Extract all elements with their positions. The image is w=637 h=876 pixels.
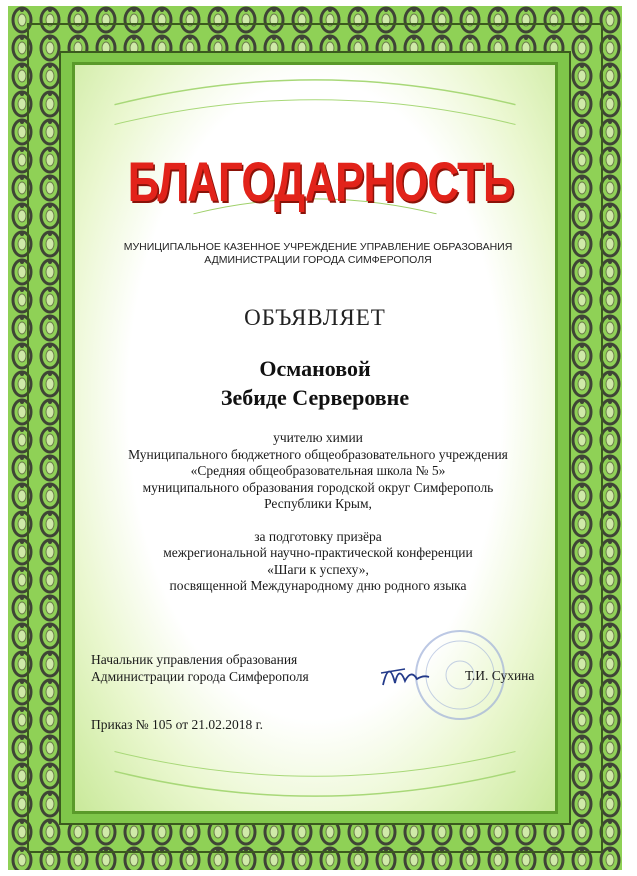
body-line: «Средняя общеобразовательная школа № 5» (190, 463, 446, 478)
body-line: учителю химии (273, 430, 363, 445)
certificate-body (85, 430, 551, 595)
announcement-heading: ОБЪЯВЛЯЕТ (244, 305, 386, 330)
certificate-sheet (8, 6, 622, 870)
body-line: муниципального образования городской округ Симферополь (142, 479, 494, 495)
signatory-position-line: Начальник управления образования (91, 652, 298, 667)
body-line: посвященной Международному дню родного языка (169, 578, 467, 593)
body-line: межрегиональной научно-практической конференции (163, 545, 473, 560)
certificate-title: БЛАГОДАРНОСТЬ (127, 150, 514, 213)
body-line: Республики Крым, (264, 496, 372, 511)
recipient-given-name: Зебиде Серверовне (220, 385, 410, 410)
issuing-organization (115, 241, 521, 267)
organization-line: МУНИЦИПАЛЬНОЕ КАЗЕННОЕ УЧРЕЖДЕНИЕ УПРАВЛЕНИЕ ОБРАЗОВАНИЯ (123, 241, 513, 253)
body-line: Муниципального бюджетного общеобразовательного учреждения (128, 446, 508, 462)
paragraph-gap (85, 513, 551, 529)
body-line: за подготовку призёра (254, 528, 382, 544)
signatory-name: Т.И. Сухина (465, 668, 535, 683)
signatory-position (91, 651, 391, 685)
recipient-surname: Османовой (259, 356, 371, 381)
order-reference: Приказ № 105 от 21.02.2018 г. (91, 717, 264, 732)
certificate-content (72, 62, 558, 814)
organization-line: АДМИНИСТРАЦИИ ГОРОДА СИМФЕРОПОЛЯ (204, 254, 432, 266)
body-line: «Шаги к успеху», (267, 561, 369, 577)
signatory-position-line: Администрации города Симферополя (91, 669, 309, 684)
recipient-name (75, 354, 555, 412)
